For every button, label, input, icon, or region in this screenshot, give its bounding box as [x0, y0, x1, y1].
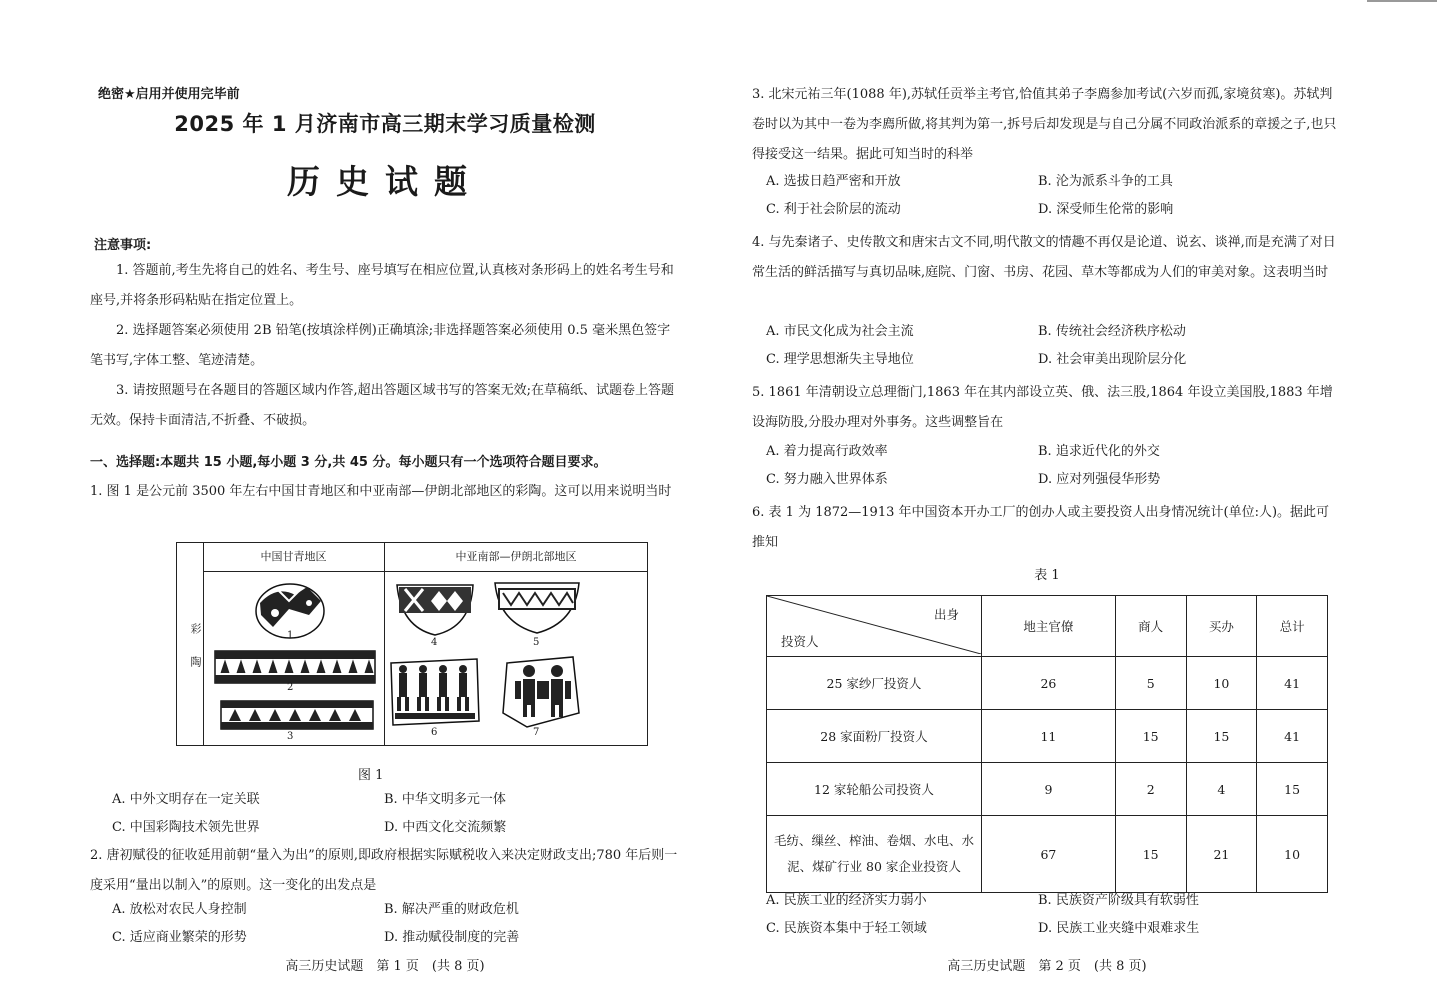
cell: 26: [982, 657, 1116, 710]
table-1-caption: 表 1: [1034, 568, 1060, 583]
section-heading: 一、选择题:本题共 15 小题,每小题 3 分,共 45 分。每小题只有一个选项符合题目要求。: [90, 455, 607, 470]
q5-option-a[interactable]: A. 着力提高行政效率: [766, 444, 888, 459]
top-edge-mark: [1367, 0, 1437, 2]
q1-option-c[interactable]: C. 中国彩陶技术领先世界: [112, 820, 260, 835]
page-2-footer: 高三历史试题 第 2 页 (共 8 页): [947, 959, 1147, 974]
table-row: [767, 816, 1328, 893]
q1-stem: 1. 图 1 是公元前 3500 年左右中国甘青地区和中亚南部—伊朗北部地区的彩陶。这可以用来说明当时: [90, 484, 672, 499]
cell: 5: [1115, 657, 1186, 710]
pottery-5: [495, 583, 579, 633]
figure-number-5: 5: [533, 637, 540, 648]
pottery-2: [215, 651, 375, 683]
q1-option-d[interactable]: D. 中西文化交流频繁: [384, 820, 507, 835]
q4-option-d[interactable]: D. 社会审美出现阶层分化: [1038, 352, 1187, 367]
q6-option-b[interactable]: B. 民族资产阶级具有软弱性: [1038, 893, 1199, 908]
q4-option-c[interactable]: C. 理学思想渐失主导地位: [766, 352, 914, 367]
figure-number-3: 3: [287, 731, 294, 742]
cell: 4: [1186, 763, 1257, 816]
row-label: 12 家轮船公司投资人: [767, 763, 982, 816]
q2-option-d[interactable]: D. 推动赋役制度的完善: [384, 930, 520, 945]
figure-1: [176, 542, 648, 746]
table-row: [767, 657, 1328, 710]
subject-title: 历史试题: [287, 162, 483, 201]
q6-options: [766, 887, 1310, 943]
figure-number-1: 1: [287, 630, 294, 641]
figure-col-right: 中亚南部—伊朗北部地区: [385, 543, 647, 572]
cell: 67: [982, 816, 1116, 893]
col-header-merchant: 商人: [1115, 596, 1186, 657]
cell: 15: [1115, 710, 1186, 763]
q6-option-c[interactable]: C. 民族资本集中于轻工领域: [766, 921, 927, 936]
figure-number-6: 6: [431, 727, 438, 738]
pottery-3: [221, 701, 373, 729]
q1-option-a[interactable]: A. 中外文明存在一定关联: [112, 792, 260, 807]
figure-number-4: 4: [431, 637, 438, 648]
table-1: [766, 595, 1328, 893]
left-page: [90, 0, 680, 1002]
page-1-footer: 高三历史试题 第 1 页 (共 8 页): [285, 959, 485, 974]
pottery-7: [503, 657, 579, 727]
q4-option-a[interactable]: A. 市民文化成为社会主流: [766, 324, 914, 339]
figure-number-7: 7: [533, 727, 540, 738]
table-row: [767, 763, 1328, 816]
cell: 10: [1257, 816, 1328, 893]
q3-option-b[interactable]: B. 沦为派系斗争的工具: [1038, 174, 1173, 189]
q2-stem: 2. 唐初赋役的征收延用前朝“量入为出”的原则,即政府根据实际赋税收入来决定财政支出;780 年后则一度采用“量出以制入”的原则。这一变化的出发点是: [90, 848, 678, 893]
note-item-3: 3. 请按照题号在各题目的答题区域内作答,超出答题区域书写的答案无效;在草稿纸、试题卷上答题无效。保持卡面清洁,不折叠、不破损。: [90, 383, 675, 428]
cell: 9: [982, 763, 1116, 816]
pottery-drawings: [177, 543, 647, 745]
q2-option-b[interactable]: B. 解决严重的财政危机: [384, 902, 519, 917]
figure-1-caption: 图 1: [358, 768, 384, 783]
table-header-row: [767, 596, 1328, 657]
secret-mark: 绝密★启用并使用完毕前: [98, 87, 240, 102]
q2-option-c[interactable]: C. 适应商业繁荣的形势: [112, 930, 247, 945]
q3-options: [766, 168, 1310, 224]
right-page: [752, 0, 1342, 1002]
q5-option-c[interactable]: C. 努力融入世界体系: [766, 472, 888, 487]
q1-option-b[interactable]: B. 中华文明多元一体: [384, 792, 506, 807]
q5-option-b[interactable]: B. 追求近代化的外交: [1038, 444, 1160, 459]
figure-row-label: 彩陶: [189, 623, 202, 689]
q3-option-a[interactable]: A. 选拔日趋严密和开放: [766, 174, 901, 189]
note-item-2: 2. 选择题答案必须使用 2B 铅笔(按填涂样例)正确填涂;非选择题答案必须使用 0.5 毫米黑色签字笔书写,字体工整、笔迹清楚。: [90, 323, 671, 368]
q2-options: [112, 896, 656, 952]
notes-heading: 注意事项:: [94, 238, 152, 253]
row-label: 25 家纱厂投资人: [767, 657, 982, 710]
q5-options: [766, 438, 1310, 494]
q3-option-d[interactable]: D. 深受师生伦常的影响: [1038, 202, 1174, 217]
pottery-6: [391, 659, 479, 725]
row-label: 28 家面粉厂投资人: [767, 710, 982, 763]
cell: 15: [1257, 763, 1328, 816]
q4-options: [766, 318, 1310, 374]
cell: 10: [1186, 657, 1257, 710]
col-header-comprador: 买办: [1186, 596, 1257, 657]
table-row: [767, 710, 1328, 763]
q1-options: [112, 786, 656, 842]
q3-option-c[interactable]: C. 利于社会阶层的流动: [766, 202, 901, 217]
cell: 15: [1186, 710, 1257, 763]
q6-stem: 6. 表 1 为 1872—1913 年中国资本开办工厂的创办人或主要投资人出身情况统计(单位:人)。据此可推知: [752, 505, 1330, 550]
q4-stem: 4. 与先秦诸子、史传散文和唐宋古文不同,明代散文的情趣不再仅是论道、说玄、谈禅,而是充满了对日常生活的鲜活描写与真切品味,庭院、门窗、书房、花园、草木等都成为人们的审美对象。这表明当时: [752, 235, 1336, 280]
cell: 11: [982, 710, 1116, 763]
q3-stem: 3. 北宋元祐三年(1088 年),苏轼任贡举主考官,恰值其弟子李廌参加考试(六岁而孤,家境贫寒)。苏轼判卷时以为其中一卷为李廌所做,将其判为第一,拆号后却发现是与自己分属不同政治派系的章援之子,也只得接受这一结果。据此可知当时的科举: [752, 87, 1337, 162]
q6-option-a[interactable]: A. 民族工业的经济实力弱小: [766, 893, 927, 908]
exam-title: 2025 年 1 月济南市高三期末学习质量检测: [174, 112, 596, 136]
cell: 21: [1186, 816, 1257, 893]
q6-option-d[interactable]: D. 民族工业夹缝中艰难求生: [1038, 921, 1200, 936]
figure-col-left: 中国甘青地区: [203, 543, 384, 572]
q5-option-d[interactable]: D. 应对列强侵华形势: [1038, 472, 1161, 487]
corner-bottom-label: 投资人: [781, 634, 819, 649]
corner-top-label: 出身: [933, 607, 959, 622]
table-corner-cell: [767, 596, 982, 657]
cell: 15: [1115, 816, 1186, 893]
cell: 2: [1115, 763, 1186, 816]
q2-option-a[interactable]: A. 放松对农民人身控制: [112, 902, 247, 917]
pottery-4: [397, 585, 473, 635]
row-label: 毛纺、缫丝、榨油、卷烟、水电、水泥、煤矿行业 80 家企业投资人: [767, 816, 982, 893]
q5-stem: 5. 1861 年清朝设立总理衙门,1863 年在其内部设立英、俄、法三股,1864 年设立美国股,1883 年增设海防股,分股办理对外事务。这些调整旨在: [752, 385, 1333, 430]
figure-number-2: 2: [287, 682, 294, 693]
cell: 41: [1257, 710, 1328, 763]
col-header-landlord-official: 地主官僚: [982, 596, 1116, 657]
col-header-total: 总计: [1257, 596, 1328, 657]
note-item-1: 1. 答题前,考生先将自己的姓名、考生号、座号填写在相应位置,认真核对条形码上的姓名考生号和座号,并将条形码粘贴在指定位置上。: [90, 263, 674, 308]
q4-option-b[interactable]: B. 传统社会经济秩序松动: [1038, 324, 1186, 339]
cell: 41: [1257, 657, 1328, 710]
